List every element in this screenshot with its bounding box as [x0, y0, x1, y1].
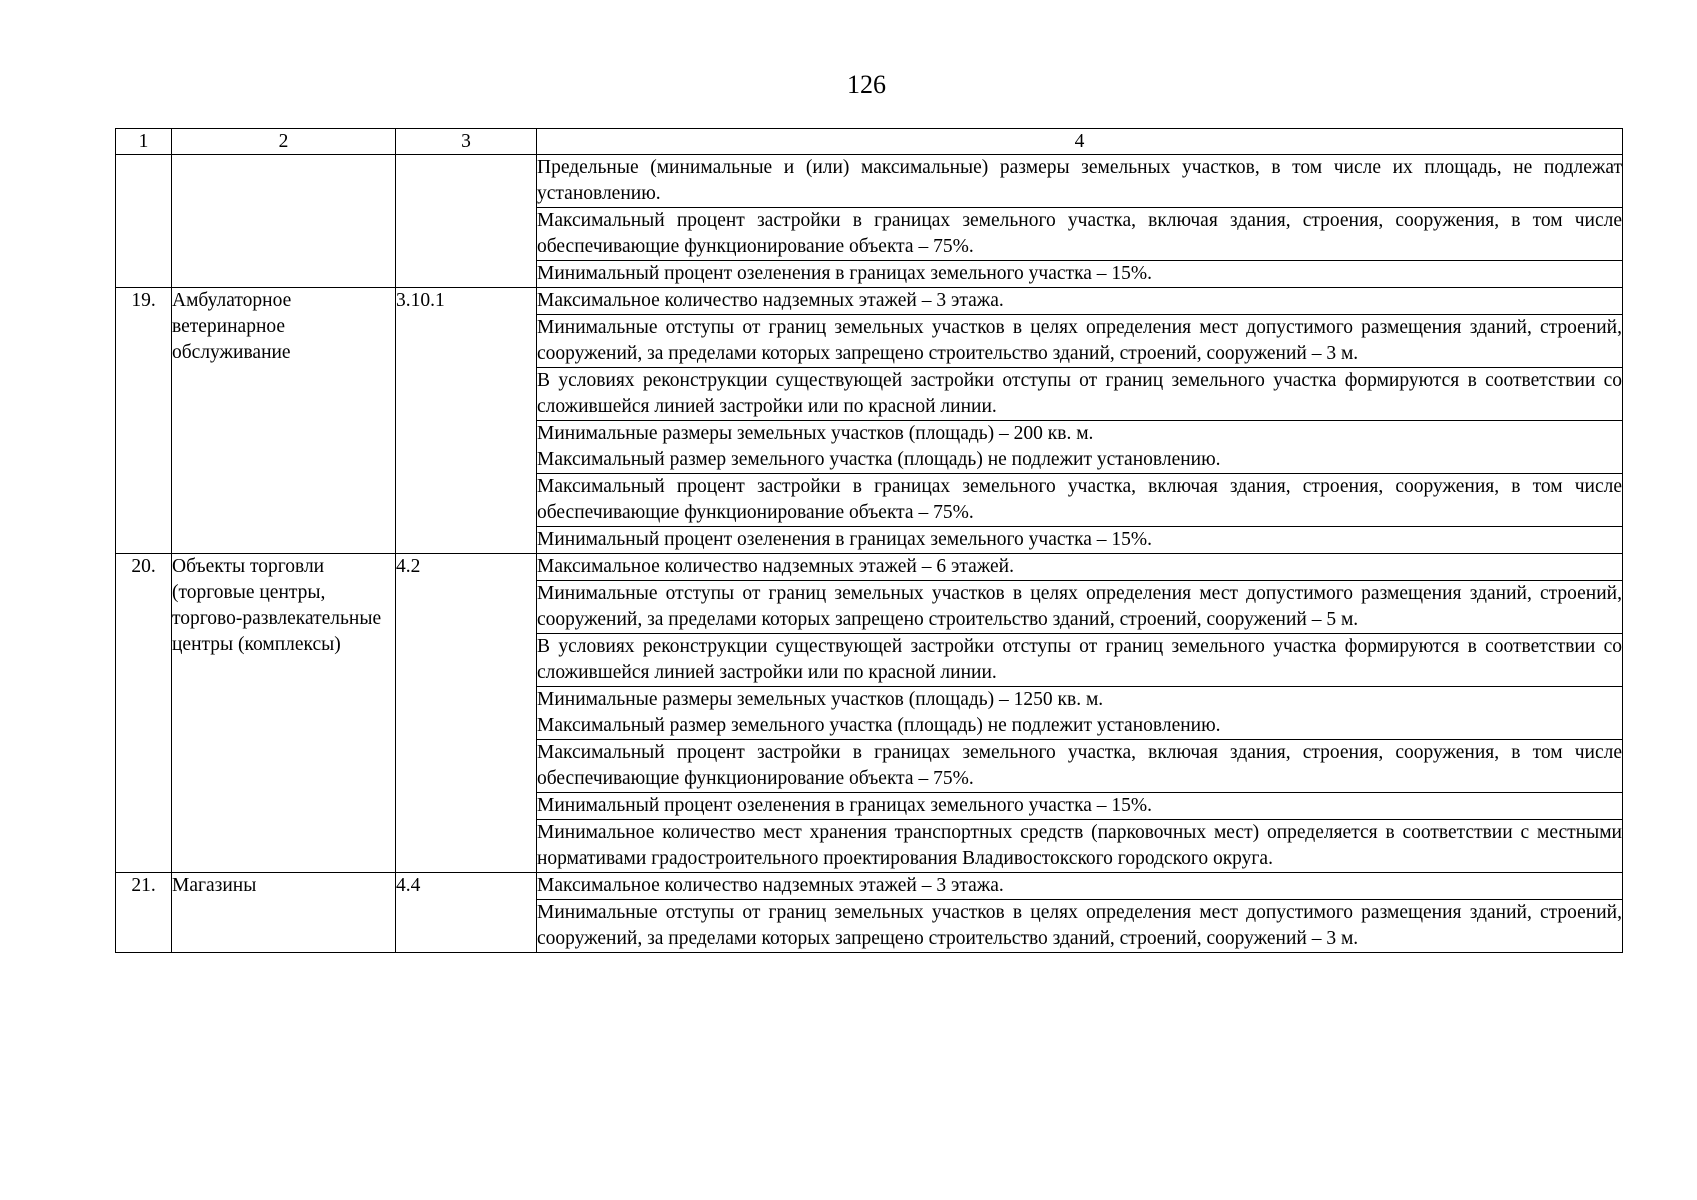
header-col-1: 1 — [116, 129, 172, 155]
row-number: 19. — [116, 288, 172, 554]
parameter-cell: Максимальное количество надземных этажей – 3 этажа. — [537, 873, 1623, 900]
use-type-name — [172, 155, 396, 288]
parameter-line: Максимальный размер земельного участка (площадь) не подлежит установлению. — [537, 449, 1221, 470]
parameter-cell — [537, 421, 1623, 474]
header-row — [116, 129, 1623, 155]
use-type-code: 3.10.1 — [396, 288, 537, 554]
parameter-cell: Минимальный процент озеленения в границах земельного участка – 15%. — [537, 527, 1623, 554]
row-number: 20. — [116, 554, 172, 873]
parameter-cell: Минимальный процент озеленения в границах земельного участка – 15%. — [537, 793, 1623, 820]
table-row — [116, 155, 1623, 208]
parameter-cell: Максимальный процент застройки в границах земельного участка, включая здания, строения, сооружения, в том числе обеспечивающие функционирование объекта – 75%. — [537, 740, 1623, 793]
parameter-line: Минимальные размеры земельных участков (площадь) – 1250 кв. м. — [537, 689, 1104, 710]
parameter-cell: Максимальный процент застройки в границах земельного участка, включая здания, строения, сооружения, в том числе обеспечивающие функционирование объекта – 75%. — [537, 208, 1623, 261]
table-row — [116, 554, 1623, 581]
header-col-4: 4 — [537, 129, 1623, 155]
parameter-cell: Минимальные отступы от границ земельных участков в целях определения мест допустимого размещения зданий, строений, сооружений, за пределами которых запрещено строительство зданий, строений, сооружений – 3 м. — [537, 900, 1623, 953]
use-type-name: Объекты торговли (торговые центры, торгово-развлекательные центры (комплексы) — [172, 554, 396, 873]
use-type-code: 4.4 — [396, 873, 537, 953]
parameter-cell: Минимальные отступы от границ земельных участков в целях определения мест допустимого размещения зданий, строений, сооружений, за пределами которых запрещено строительство зданий, строений, сооружений – 3 м. — [537, 315, 1623, 368]
parameter-cell: В условиях реконструкции существующей застройки отступы от границ земельного участка формируются в соответствии со сложившейся линией застройки или по красной линии. — [537, 634, 1623, 687]
parameter-cell: Предельные (минимальные и (или) максимальные) размеры земельных участков, в том числе их площадь, не подлежат установлению. — [537, 155, 1623, 208]
header-col-3: 3 — [396, 129, 537, 155]
regulations-table — [115, 128, 1623, 953]
row-number — [116, 155, 172, 288]
parameter-line: Минимальные размеры земельных участков (площадь) – 200 кв. м. — [537, 423, 1094, 444]
header-col-2: 2 — [172, 129, 396, 155]
table-row — [116, 288, 1623, 315]
page-number: 126 — [847, 70, 886, 99]
parameter-cell: Максимальное количество надземных этажей – 3 этажа. — [537, 288, 1623, 315]
table-row — [116, 873, 1623, 900]
parameter-cell: Минимальные отступы от границ земельных участков в целях определения мест допустимого размещения зданий, строений, сооружений, за пределами которых запрещено строительство зданий, строений, сооружений – 5 м. — [537, 581, 1623, 634]
parameter-line: Максимальный размер земельного участка (площадь) не подлежит установлению. — [537, 715, 1221, 736]
parameter-cell: Минимальный процент озеленения в границах земельного участка – 15%. — [537, 261, 1623, 288]
parameter-cell — [537, 687, 1623, 740]
parameter-cell: Максимальный процент застройки в границах земельного участка, включая здания, строения, сооружения, в том числе обеспечивающие функционирование объекта – 75%. — [537, 474, 1623, 527]
use-type-code — [396, 155, 537, 288]
parameter-cell: Минимальное количество мест хранения транспортных средств (парковочных мест) определяется в соответствии с местными нормативами градостроительного проектирования Владивостокского городского округа. — [537, 820, 1623, 873]
use-type-name: Амбулаторное ветеринарное обслуживание — [172, 288, 396, 554]
parameter-cell: В условиях реконструкции существующей застройки отступы от границ земельного участка формируются в соответствии со сложившейся линией застройки или по красной линии. — [537, 368, 1623, 421]
parameter-cell: Максимальное количество надземных этажей – 6 этажей. — [537, 554, 1623, 581]
row-number: 21. — [116, 873, 172, 953]
use-type-name: Магазины — [172, 873, 396, 953]
use-type-code: 4.2 — [396, 554, 537, 873]
